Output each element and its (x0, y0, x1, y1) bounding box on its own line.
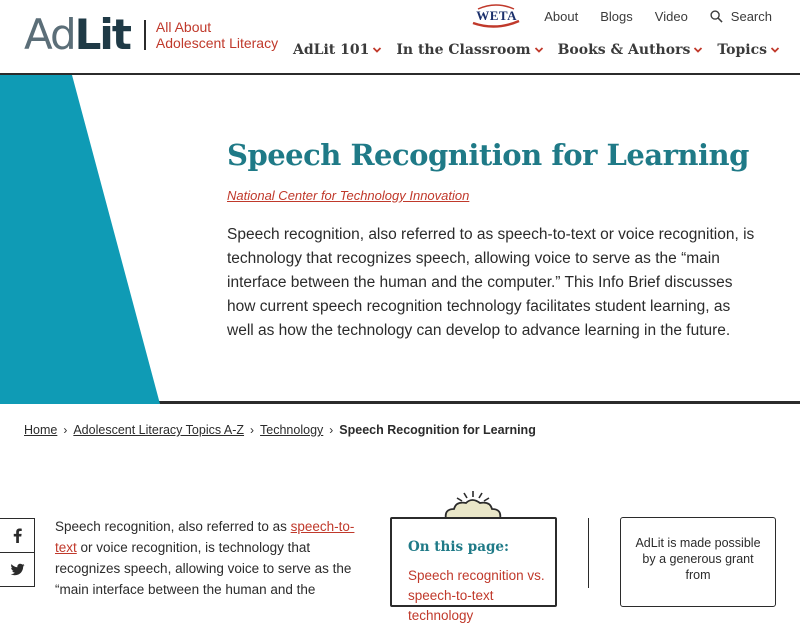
nav-item-label: Topics (717, 42, 767, 58)
utility-nav (470, 5, 772, 27)
search-label: Search (730, 8, 772, 24)
on-this-page-box (390, 517, 557, 623)
nav-item-adlit-101[interactable] (293, 42, 382, 58)
util-link-about[interactable]: About (544, 8, 579, 24)
logo-wordmark: AdLit (24, 10, 130, 59)
nav-item-label: In the Classroom (396, 42, 531, 58)
nav-item-in-the-classroom[interactable] (396, 42, 543, 58)
hero-banner (0, 75, 800, 404)
page-title: Speech Recognition for Learning (227, 138, 749, 172)
search-icon (710, 10, 723, 23)
nav-item-books-authors[interactable] (558, 42, 704, 58)
chevron-right-icon: › (63, 423, 68, 437)
logo-tagline: All About Adolescent Literacy (155, 19, 279, 51)
nav-item-label: Books & Authors (557, 42, 691, 58)
util-link-blogs[interactable]: Blogs (600, 8, 633, 24)
intro-text-before: Speech recognition, also referred to as (55, 519, 291, 534)
speech-to-text-link[interactable]: speech-to-text (55, 519, 355, 555)
chevron-right-icon: › (329, 423, 334, 437)
grant-box (620, 517, 776, 607)
share-facebook-button[interactable] (0, 518, 35, 553)
breadcrumb (24, 423, 536, 437)
nav-item-label: AdLit 101 (292, 42, 370, 58)
site-logo[interactable] (24, 12, 278, 58)
breadcrumb-technology[interactable]: Technology (260, 423, 324, 437)
weta-logo[interactable] (470, 5, 522, 27)
on-this-page-title: On this page: (408, 539, 509, 555)
intro-text-after: or voice recognition, is technology that recognizes speech, allowing voice to serve as the “main interface between the human and the (55, 540, 352, 597)
chevron-right-icon: › (250, 423, 255, 437)
column-divider (588, 518, 589, 588)
hero-description: Speech recognition, also referred to as speech-to-text or voice recognition, is technology that recognizes speech, allowing voice to serve as the “main interface between the human and the computer.” This Info Brief discusses how current speech recognition technology facilitates student learning, as well as how the technology can develop to advance learning in the future. (227, 226, 755, 339)
article-intro (55, 516, 355, 600)
nav-item-topics[interactable] (717, 42, 780, 58)
share-bar (0, 518, 35, 586)
share-twitter-button[interactable] (0, 552, 35, 587)
main-nav (279, 42, 780, 58)
twitter-icon (10, 562, 25, 577)
hero-decorative-shape (0, 75, 170, 404)
source-link[interactable]: National Center for Technology Innovation (227, 188, 470, 203)
chevron-down-icon (372, 45, 382, 55)
chevron-down-icon (770, 45, 780, 55)
facebook-icon (10, 528, 25, 543)
search-button[interactable] (710, 9, 772, 24)
weta-logo-label: WETA (476, 8, 518, 23)
chevron-down-icon (693, 45, 703, 55)
logo-divider (144, 20, 146, 50)
grant-text: AdLit is made possible by a generous grant from (635, 536, 761, 582)
chevron-down-icon (534, 45, 544, 55)
on-this-page-link[interactable]: Speech recognition vs. speech-to-text technology (408, 568, 545, 623)
site-header (0, 0, 800, 75)
breadcrumb-home[interactable]: Home (24, 423, 58, 437)
breadcrumb-topics-a-z[interactable]: Adolescent Literacy Topics A-Z (73, 423, 245, 437)
breadcrumb-current: Speech Recognition for Learning (339, 423, 536, 437)
util-link-video[interactable]: Video (654, 8, 688, 24)
